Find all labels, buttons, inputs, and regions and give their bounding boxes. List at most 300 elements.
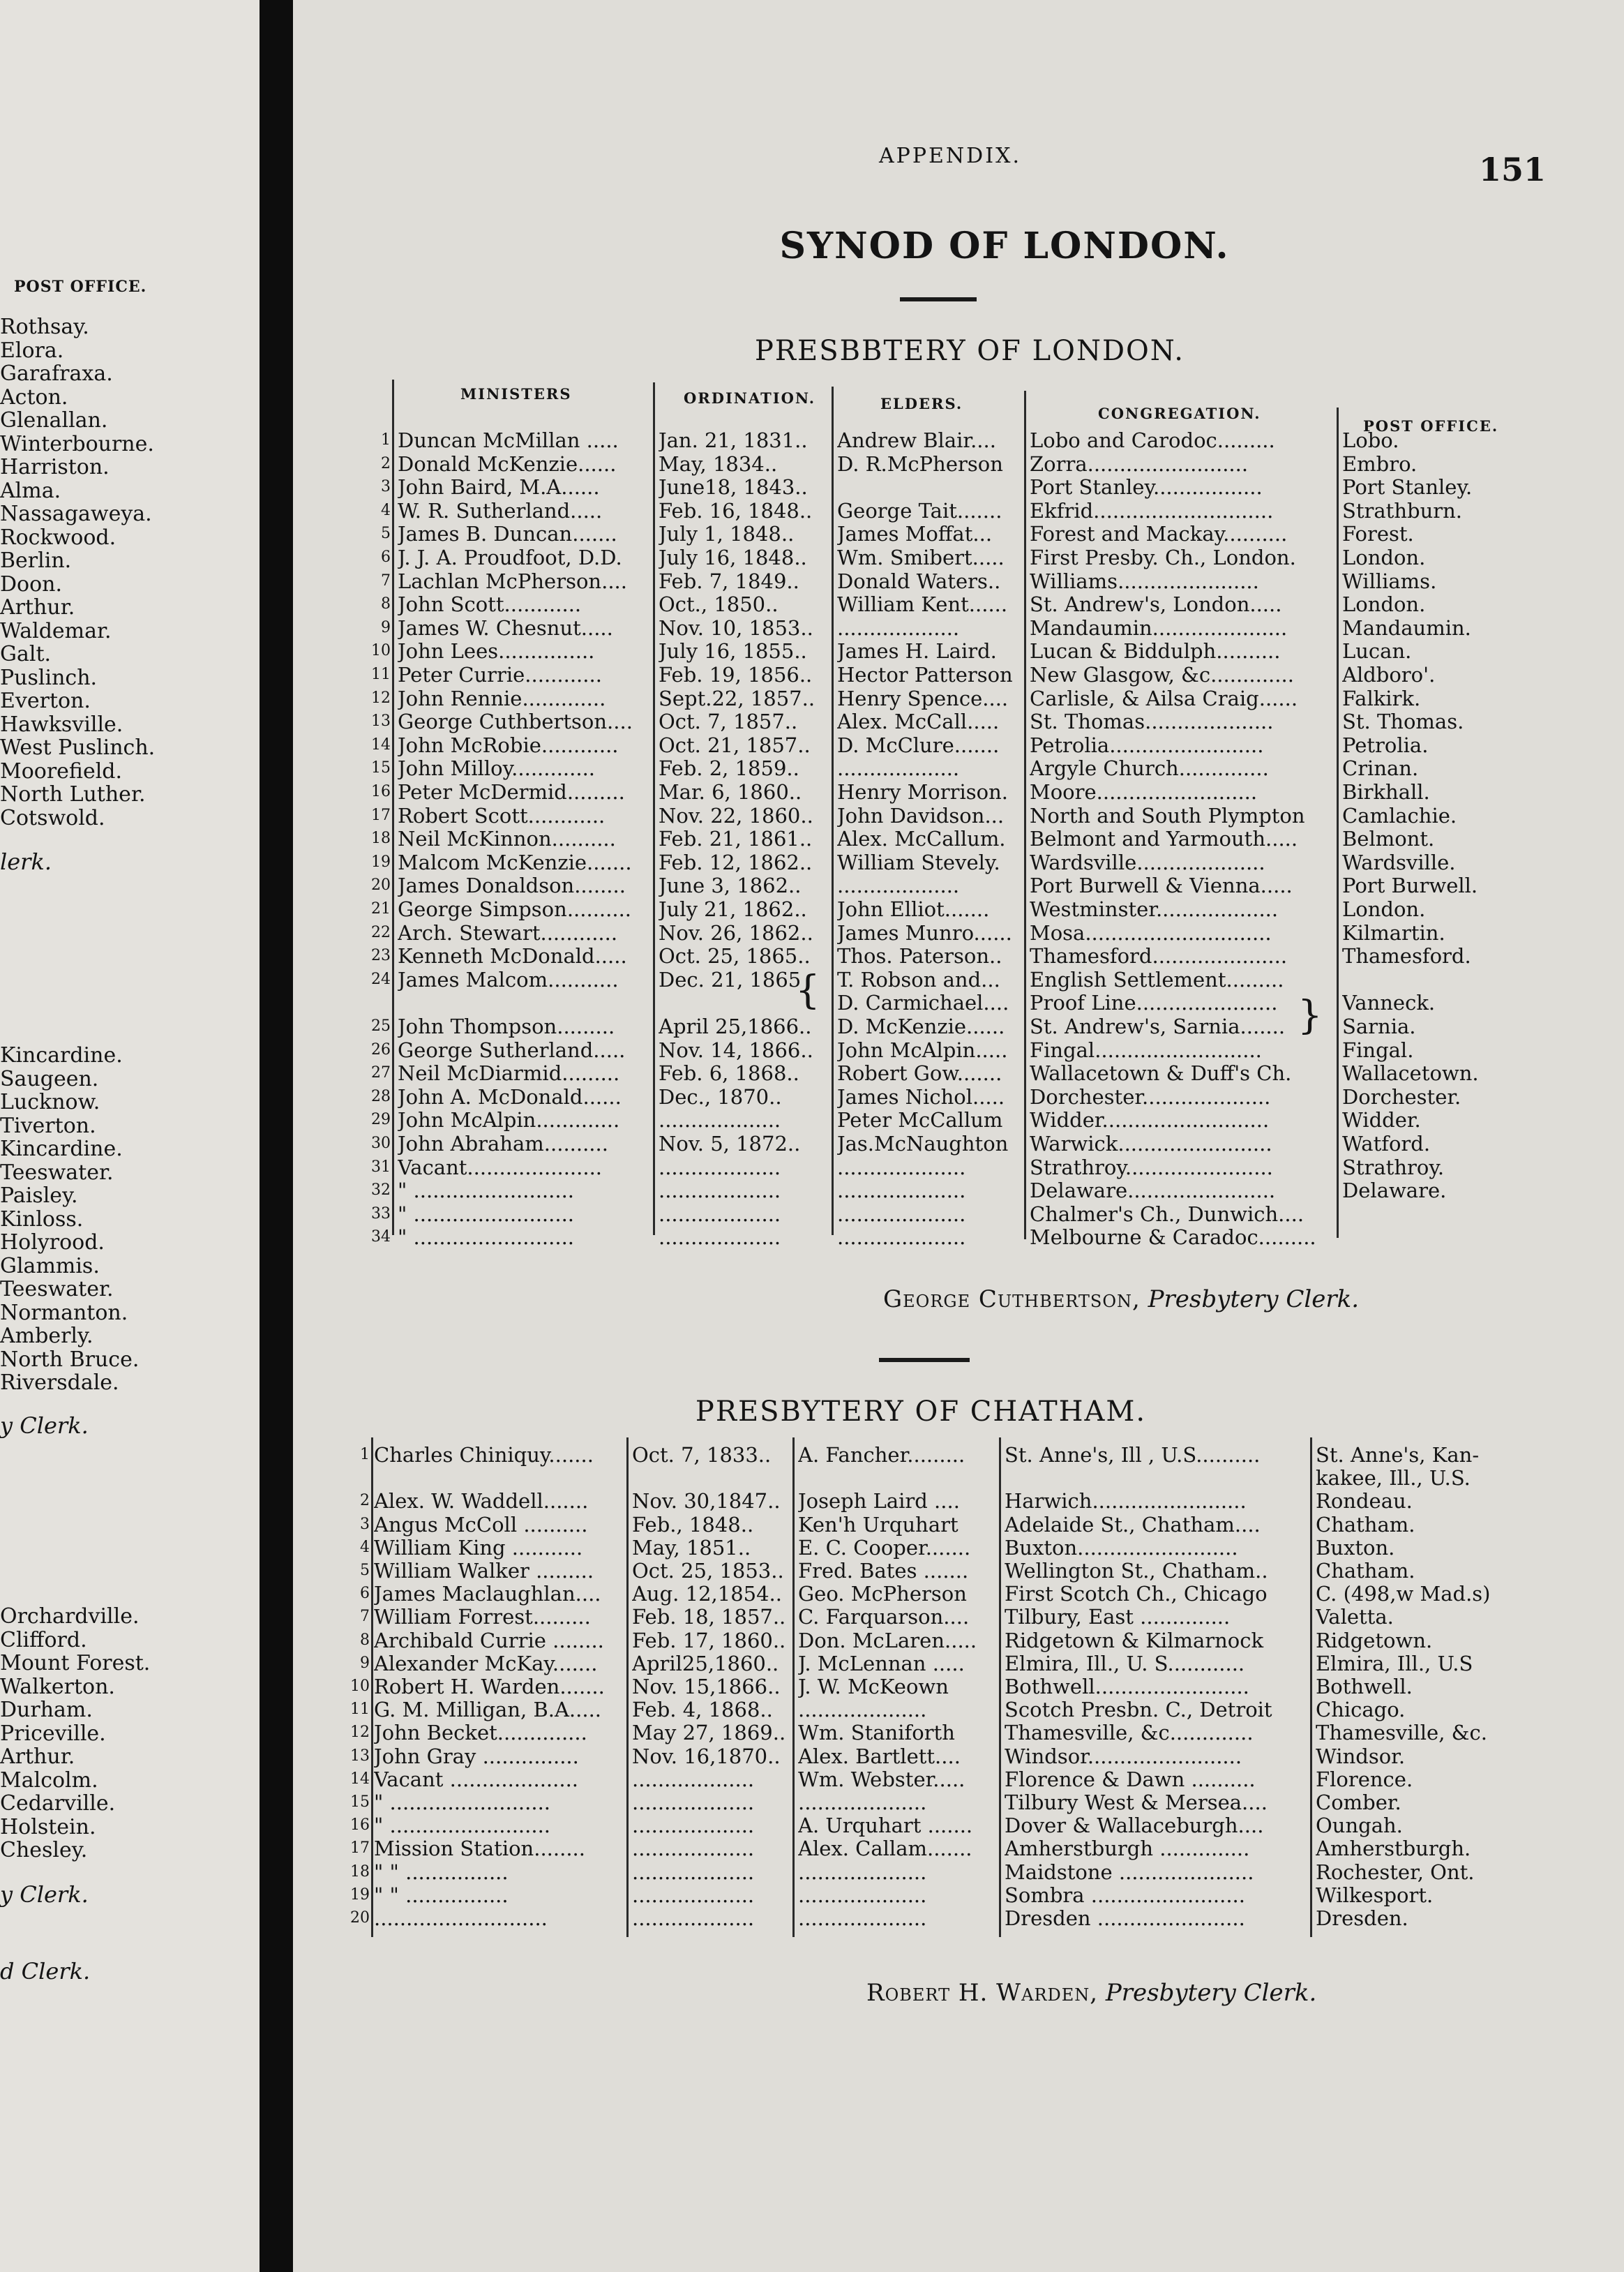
congregation-name: Maidstone ..................... [1005, 1860, 1254, 1884]
post-office: Falkirk. [1342, 686, 1421, 710]
ordination-date: May, 1851.. [632, 1535, 751, 1560]
congregation-name: English Settlement......... [1030, 967, 1284, 992]
left-clerk-d: d Clerk. [0, 1958, 91, 1985]
left-post-office-item: Hawksville. [0, 712, 123, 737]
left-post-office-item: North Luther. [0, 782, 146, 807]
post-office: St. Thomas. [1342, 710, 1464, 734]
row-number: 14 [350, 1770, 370, 1788]
post-office: Mandaumin. [1342, 615, 1471, 640]
congregation-name: Sombra ........................ [1005, 1883, 1245, 1907]
row-number: 26 [371, 1040, 391, 1059]
ordination-date: ................... [632, 1906, 755, 1930]
left-post-office-item: Chesley. [0, 1838, 88, 1862]
congregation-name: Belmont and Yarmouth..... [1030, 827, 1298, 851]
ordination-date: Mar. 6, 1860.. [659, 780, 802, 804]
elder-name: Joseph Laird .... [798, 1489, 960, 1514]
ordination-date: Feb. 17, 1860.. [632, 1628, 786, 1652]
elder-name: A. Urquhart ....... [798, 1814, 973, 1838]
minister-name: John McRobie............ [398, 733, 619, 757]
congregation-name: Thamesford..................... [1030, 944, 1288, 969]
minister-name: John Thompson......... [398, 1015, 615, 1038]
col-head-ordination: ORDINATION. [684, 389, 816, 407]
elder-name: D. McKenzie...... [837, 1015, 1005, 1038]
left-post-office-item: Doon. [0, 571, 63, 597]
col-head-elders: ELDERS. [880, 395, 963, 412]
row-number: 19 [371, 853, 391, 871]
ordination-date: ................... [632, 1837, 755, 1861]
elder-name: James Munro...... [837, 920, 1012, 945]
london-clerk-name: George Cuthbertson, [883, 1285, 1141, 1313]
elder-name: D. Carmichael.... [837, 991, 1009, 1015]
left-post-office-item: Paisley. [0, 1183, 78, 1208]
left-post-office-item: West Puslinch. [0, 735, 156, 760]
congregation-name: Delaware....................... [1030, 1179, 1276, 1203]
chatham-presbytery-title: PRESBYTERY OF CHATHAM. [695, 1396, 1147, 1428]
congregation-name: Ekfrid............................ [1030, 498, 1274, 523]
post-office: Belmont. [1342, 827, 1435, 851]
row-number: 18 [371, 830, 391, 848]
page-151 [293, 0, 1624, 2272]
elder-name: .................... [837, 1155, 966, 1179]
post-office: Lucan. [1342, 639, 1412, 664]
elder-name: Don. McLaren..... [798, 1628, 977, 1652]
elder-name: T. Robson and... [837, 967, 1000, 992]
minister-name: " ......................... [398, 1202, 575, 1226]
london-clerk-title: Presbytery Clerk. [1148, 1285, 1360, 1313]
ordination-date: Oct. 7, 1857.. [659, 710, 798, 734]
ordination-date: ................... [632, 1883, 755, 1907]
minister-name: George Cuthbertson.... [398, 710, 633, 734]
post-office: Florence. [1316, 1767, 1413, 1791]
congregation-name: Port Burwell & Vienna..... [1030, 874, 1293, 898]
elder-name: James H. Laird. [837, 639, 997, 664]
post-office: Vanneck. [1342, 991, 1436, 1015]
left-post-office-item: Saugeen. [0, 1066, 99, 1091]
elder-name: Peter McCallum [837, 1108, 1003, 1133]
minister-name: James B. Duncan....... [398, 522, 617, 546]
post-office: Delaware. [1342, 1179, 1447, 1203]
row-number: 32 [371, 1181, 391, 1199]
left-post-office-item: Tiverton. [0, 1113, 96, 1138]
elder-name: Jas.McNaughton [837, 1132, 1009, 1156]
congregation-name: St. Andrew's, London..... [1030, 592, 1282, 617]
minister-name: Robert Scott............ [398, 803, 606, 828]
left-post-office-list-c [0, 1605, 150, 1862]
brace-left: { [795, 968, 820, 1013]
congregation-name: Argyle Church.............. [1030, 756, 1269, 781]
chatham-rule-5 [1310, 1437, 1312, 1937]
elder-name: A. Fancher......... [798, 1443, 965, 1467]
ordination-date: Aug. 12,1854.. [632, 1582, 782, 1606]
elder-name: Ken'h Urquhart [798, 1512, 958, 1537]
ordination-date: Jan. 21, 1831.. [659, 428, 808, 452]
london-rule-3 [832, 387, 834, 1235]
minister-name: Alexander McKay....... [374, 1651, 598, 1675]
row-number: 9 [360, 1654, 370, 1672]
row-number: 17 [350, 1839, 370, 1858]
row-number: 19 [350, 1885, 370, 1904]
post-office: Embro. [1342, 451, 1418, 476]
minister-name: " " ................ [374, 1860, 509, 1884]
congregation-name: North and South Plympton [1030, 803, 1305, 828]
post-office: London. [1342, 897, 1426, 921]
page-number: 151 [1479, 151, 1547, 188]
minister-name: John Lees............... [398, 639, 595, 664]
chatham-rule-2 [626, 1437, 629, 1937]
left-post-office-item: Kincardine. [0, 1043, 123, 1068]
post-office: Valetta. [1316, 1605, 1394, 1629]
row-number: 12 [350, 1724, 370, 1742]
ordination-date: Feb. 21, 1861.. [659, 827, 813, 851]
left-post-office-item: Durham. [0, 1698, 93, 1722]
minister-name: John Baird, M.A...... [398, 475, 600, 500]
congregation-name: Florence & Dawn .......... [1005, 1767, 1256, 1791]
ordination-date: Nov. 30,1847.. [632, 1489, 781, 1514]
congregation-name: Amherstburgh .............. [1005, 1837, 1250, 1861]
left-page-fragment [0, 0, 260, 2272]
ordination-date: June 3, 1862.. [659, 874, 802, 898]
ordination-date: ................... [632, 1791, 755, 1814]
minister-name: " ......................... [398, 1179, 575, 1203]
post-office: London. [1342, 546, 1426, 569]
congregation-name: Buxton......................... [1005, 1535, 1238, 1560]
minister-name: John Milloy............. [398, 756, 596, 781]
ordination-date: ................... [632, 1814, 755, 1838]
congregation-name: Carlisle, & Ailsa Craig...... [1030, 686, 1298, 710]
row-number: 10 [350, 1677, 370, 1695]
ordination-date: Feb. 4, 1868.. [632, 1698, 773, 1722]
congregation-name: First Presby. Ch., London. [1030, 546, 1296, 569]
minister-name: Vacant .................... [374, 1767, 579, 1791]
minister-name: Peter Currie............ [398, 663, 602, 687]
left-post-office-item: Clifford. [0, 1627, 87, 1652]
ordination-date: July 21, 1862.. [659, 897, 807, 921]
elder-name: Henry Spence.... [837, 686, 1009, 710]
left-post-office-item: Riversdale. [0, 1370, 119, 1395]
left-post-office-item: Malcolm. [0, 1767, 98, 1793]
ordination-date: Nov. 22, 1860.. [659, 803, 813, 828]
congregation-name: Wardsville.................... [1030, 850, 1265, 874]
ordination-date: May, 1834.. [659, 451, 778, 476]
ordination-date: July 16, 1855.. [659, 639, 807, 664]
minister-name: " ......................... [374, 1791, 551, 1814]
minister-name: Angus McColl .......... [374, 1512, 588, 1537]
elder-name: Thos. Paterson.. [837, 944, 1002, 969]
row-number: 16 [350, 1816, 370, 1834]
row-number: 4 [360, 1538, 370, 1556]
left-post-office-item: Kinloss. [0, 1206, 84, 1232]
left-post-office-item: Everton. [0, 689, 91, 713]
chatham-rule-3 [792, 1437, 795, 1937]
post-office: Windsor. [1316, 1744, 1406, 1768]
post-office: Forest. [1342, 522, 1414, 546]
elder-name: John McAlpin..... [837, 1038, 1008, 1062]
elder-name: .................... [798, 1883, 927, 1907]
left-post-office-item: Cedarville. [0, 1791, 116, 1816]
congregation-name: Windsor........................ [1005, 1744, 1242, 1768]
congregation-name: Mandaumin..................... [1030, 615, 1288, 640]
congregation-name: Port Stanley................. [1030, 475, 1263, 500]
minister-name: Kenneth McDonald..... [398, 944, 627, 969]
col-head-ministers: MINISTERS [460, 385, 572, 403]
elder-name: James Moffat... [837, 522, 993, 546]
ordination-date: April 25,1866.. [659, 1015, 812, 1038]
minister-name: George Simpson.......... [398, 897, 632, 921]
row-number: 6 [360, 1585, 370, 1603]
left-post-office-item: Rockwood. [0, 525, 116, 550]
left-post-office-item: Amberly. [0, 1324, 93, 1348]
elder-name: C. Farquarson.... [798, 1605, 970, 1629]
congregation-name: Widder.......................... [1030, 1108, 1270, 1133]
left-post-office-item: Moorefield. [0, 758, 123, 784]
left-post-office-item: Walkerton. [0, 1674, 115, 1699]
elder-name: Alex. McCall..... [837, 710, 1000, 734]
ordination-date: Feb. 6, 1868.. [659, 1061, 799, 1086]
congregation-name: Zorra......................... [1030, 451, 1249, 476]
elder-name: George Tait....... [837, 498, 1002, 523]
ordination-date: Oct., 1850.. [659, 592, 779, 617]
left-post-office-item: Arthur. [0, 595, 75, 620]
london-rule-1 [392, 380, 394, 1235]
post-office: Thamesford. [1342, 944, 1471, 969]
post-office: Dresden. [1316, 1906, 1408, 1930]
ordination-date: July 16, 1848.. [659, 546, 807, 569]
chatham-rule-4 [999, 1437, 1001, 1937]
congregation-name: Thamesville, &c............. [1005, 1721, 1254, 1745]
post-office: Chatham. [1316, 1512, 1415, 1537]
minister-name: Alex. W. Waddell....... [374, 1489, 589, 1514]
left-post-office-item: Garafraxa. [0, 361, 113, 386]
row-number: 20 [350, 1909, 370, 1927]
congregation-name: Warwick........................ [1030, 1132, 1272, 1156]
post-office: Lobo. [1342, 428, 1399, 452]
left-post-office-item: Holyrood. [0, 1230, 105, 1255]
elder-name: .................... [798, 1860, 927, 1884]
congregation-name: Williams...................... [1030, 569, 1259, 593]
elder-name: Alex. Callam....... [798, 1837, 972, 1861]
congregation-name: Forest and Mackay.......... [1030, 522, 1288, 546]
elder-name: Hector Patterson [837, 663, 1013, 687]
row-number: 29 [371, 1111, 391, 1129]
minister-name: George Sutherland..... [398, 1038, 626, 1062]
left-post-office-item: Holstein. [0, 1814, 96, 1839]
congregation-name: Westminster................... [1030, 897, 1279, 921]
minister-name: Charles Chiniquy....... [374, 1443, 594, 1467]
elder-name: John Elliot....... [837, 897, 990, 921]
minister-name: John Rennie............. [398, 686, 606, 710]
ordination-date: July 1, 1848.. [659, 522, 795, 546]
congregation-name: Proof Line...................... [1030, 991, 1278, 1015]
post-office: Watford. [1342, 1132, 1431, 1156]
left-post-office-item: Alma. [0, 478, 61, 503]
minister-name: James Donaldson........ [398, 874, 626, 898]
congregation-name: Wellington St., Chatham.. [1005, 1559, 1268, 1583]
post-office: kakee, Ill., U.S. [1316, 1466, 1471, 1490]
london-rule-4 [1024, 391, 1026, 1239]
elder-name: Donald Waters.. [837, 569, 1001, 593]
minister-name: Mission Station........ [374, 1837, 585, 1861]
left-post-office-list-b [0, 1044, 139, 1395]
left-post-office-item: North Bruce. [0, 1347, 140, 1372]
minister-name: John McAlpin............. [398, 1108, 620, 1133]
row-number: 24 [371, 970, 391, 988]
ordination-date: Dec. 21, 1865 [659, 967, 802, 992]
row-number: 2 [360, 1492, 370, 1510]
ordination-date: Nov. 26, 1862.. [659, 920, 813, 945]
minister-name: John Gray ............... [374, 1744, 579, 1768]
row-number: 4 [381, 501, 391, 519]
ordination-date: Dec., 1870.. [659, 1084, 782, 1109]
post-office: St. Anne's, Kan- [1316, 1443, 1480, 1467]
left-post-office-item: Arthur. [0, 1744, 75, 1769]
minister-name: Lachlan McPherson.... [398, 569, 627, 593]
congregation-name: Tilbury West & Mersea.... [1005, 1791, 1268, 1814]
post-office: Wardsville. [1342, 850, 1456, 874]
row-number: 11 [371, 666, 391, 683]
post-office: Petrolia. [1342, 733, 1429, 757]
left-clerk-b: y Clerk. [0, 1412, 89, 1439]
minister-name: Archibald Currie ........ [374, 1628, 604, 1652]
row-number: 34 [371, 1228, 391, 1246]
ordination-date: ................... [659, 1225, 781, 1250]
post-office: Birkhall. [1342, 780, 1430, 804]
post-office: Chatham. [1316, 1559, 1415, 1583]
minister-name: J. J. A. Proudfoot, D.D. [398, 546, 622, 569]
elder-name: .................... [837, 1202, 966, 1226]
london-clerk-signature [883, 1285, 1359, 1313]
row-number: 33 [371, 1204, 391, 1223]
congregation-name: Wallacetown & Duff's Ch. [1030, 1061, 1292, 1086]
congregation-name: Harwich........................ [1005, 1489, 1247, 1514]
post-office: C. (498,w Mad.s) [1316, 1582, 1491, 1606]
congregation-name: St. Andrew's, Sarnia....... [1030, 1015, 1286, 1038]
post-office: Buxton. [1316, 1535, 1395, 1560]
minister-name: James W. Chesnut..... [398, 615, 613, 640]
post-office: Wilkesport. [1316, 1883, 1434, 1907]
title-rule [900, 297, 977, 301]
left-post-office-item: Glenallan. [0, 408, 108, 433]
ordination-date: Feb., 1848.. [632, 1512, 754, 1537]
elder-name: E. C. Cooper....... [798, 1535, 971, 1560]
congregation-name: Mosa............................. [1030, 920, 1272, 945]
left-clerk-c: y Clerk. [0, 1881, 89, 1908]
minister-name: Duncan McMillan ..... [398, 428, 619, 452]
left-post-office-item: Galt. [0, 642, 52, 666]
ordination-date: Oct. 7, 1833.. [632, 1443, 772, 1467]
row-number: 23 [371, 947, 391, 965]
ordination-date: Nov. 15,1866.. [632, 1675, 781, 1698]
minister-name: Neil McKinnon.......... [398, 827, 616, 851]
congregation-name: New Glasgow, &c............. [1030, 663, 1294, 687]
row-number: 7 [360, 1608, 370, 1626]
left-clerk-a: lerk. [0, 849, 52, 875]
row-number: 9 [381, 618, 391, 636]
row-number: 17 [371, 806, 391, 824]
row-number: 28 [371, 1087, 391, 1105]
row-number: 25 [371, 1017, 391, 1035]
row-number: 7 [381, 571, 391, 590]
post-office: Crinan. [1342, 756, 1419, 781]
post-office: Strathroy. [1342, 1155, 1445, 1179]
left-post-office-item: Teeswater. [0, 1160, 114, 1185]
elder-name: Wm. Staniforth [798, 1721, 955, 1745]
ordination-date: ................... [659, 1202, 781, 1226]
row-number: 10 [371, 642, 391, 660]
congregation-name: Lucan & Biddulph.......... [1030, 639, 1281, 664]
congregation-name: Dover & Wallaceburgh.... [1005, 1814, 1264, 1838]
minister-name: Donald McKenzie...... [398, 451, 617, 476]
left-post-office-item: Waldemar. [0, 618, 112, 643]
congregation-name: Petrolia........................ [1030, 733, 1264, 757]
elder-name: Geo. McPherson [798, 1582, 967, 1606]
elder-name: Wm. Webster..... [798, 1767, 965, 1791]
row-number: 20 [371, 876, 391, 895]
row-number: 18 [350, 1862, 370, 1881]
ordination-date: ................... [659, 1108, 781, 1133]
minister-name: John Becket.............. [374, 1721, 587, 1745]
congregation-name: Strathroy....................... [1030, 1155, 1273, 1179]
left-column-header: POST OFFICE. [14, 278, 147, 296]
row-number: 31 [371, 1158, 391, 1176]
running-title: APPENDIX. [879, 144, 1021, 168]
elder-name: William Kent...... [837, 592, 1008, 617]
left-post-office-item: Orchardville. [0, 1604, 140, 1629]
left-post-office-item: Winterbourne. [0, 431, 154, 456]
section-rule [879, 1358, 970, 1362]
minister-name: John Scott............ [398, 592, 582, 617]
elder-name: .................... [798, 1791, 927, 1814]
row-number: 5 [381, 525, 391, 543]
ordination-date: June18, 1843.. [659, 475, 808, 500]
elder-name: .................... [837, 1179, 966, 1203]
congregation-name: Chalmer's Ch., Dunwich.... [1030, 1202, 1305, 1226]
elder-name: Andrew Blair.... [837, 428, 996, 452]
elder-name: Wm. Smibert..... [837, 546, 1005, 569]
elder-name: .................... [798, 1698, 927, 1722]
left-post-office-item: Puslinch. [0, 665, 98, 690]
post-office: Port Stanley. [1342, 475, 1473, 500]
post-office: Ridgetown. [1316, 1628, 1433, 1652]
minister-name: William King ........... [374, 1535, 583, 1560]
congregation-name: St. Thomas.................... [1030, 710, 1274, 734]
row-number: 3 [381, 478, 391, 496]
ordination-date: Feb. 2, 1859.. [659, 756, 799, 781]
elder-name: Henry Morrison. [837, 780, 1008, 804]
post-office: Wallacetown. [1342, 1061, 1479, 1086]
left-post-office-item: Priceville. [0, 1721, 106, 1746]
synod-title: SYNOD OF LONDON. [779, 225, 1230, 267]
left-post-office-item: Harriston. [0, 455, 110, 479]
congregation-name: Fingal.......................... [1030, 1038, 1262, 1062]
post-office: Oungah. [1316, 1814, 1403, 1838]
london-presbytery-title: PRESBBTERY OF LONDON. [755, 335, 1185, 367]
elder-name: ................... [837, 615, 960, 640]
post-office: Kilmartin. [1342, 920, 1445, 945]
brace-right: } [1298, 993, 1323, 1038]
row-number: 11 [350, 1701, 370, 1719]
ordination-date: Nov. 5, 1872.. [659, 1132, 801, 1156]
row-number: 8 [381, 595, 391, 613]
minister-name: ........................... [374, 1906, 548, 1930]
elder-name: ................... [837, 756, 960, 781]
elder-name: .................... [798, 1906, 927, 1930]
post-office: Rondeau. [1316, 1489, 1413, 1514]
minister-name: Neil McDiarmid......... [398, 1061, 620, 1086]
ordination-date: ................... [632, 1767, 755, 1791]
col-head-post-office: POST OFFICE. [1363, 417, 1499, 435]
col-head-congregation: CONGREGATION. [1098, 405, 1261, 422]
minister-name: W. R. Sutherland..... [398, 498, 603, 523]
